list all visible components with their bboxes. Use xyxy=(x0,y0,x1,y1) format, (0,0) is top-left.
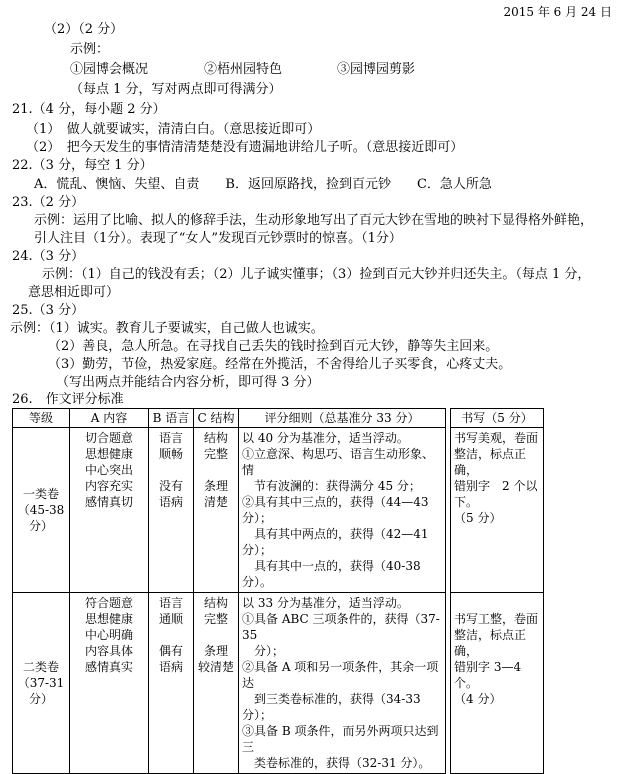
structure-cell xyxy=(194,428,239,593)
date: 2015 年 6 月 24 日 xyxy=(503,5,612,19)
language-line xyxy=(152,627,190,643)
writing-line: 整洁，标点正确， xyxy=(454,447,527,477)
q23-line-1: 示例：运用了比喻、拟人的修辞手法，生动形象地写出了百元大钞在雪地的映衬下显得格外鲜艳， xyxy=(34,213,594,228)
grade-cell xyxy=(13,428,70,593)
grade-range: （45-38 分） xyxy=(17,503,65,533)
writing-line: 错别字 2 个以 xyxy=(454,479,538,493)
structure-line: 较清楚 xyxy=(197,660,234,674)
q24-line-2: 意思相近即可） xyxy=(28,285,120,300)
writing-line: （5 分） xyxy=(454,511,502,525)
structure-cell xyxy=(194,593,239,774)
structure-line xyxy=(197,462,235,478)
structure-line xyxy=(197,627,235,643)
structure-line: 完整 xyxy=(203,612,228,626)
language-cell xyxy=(149,593,194,774)
header-grade: 等级 xyxy=(13,409,70,428)
detail-line: 节有波澜的：获得满分 45 分； xyxy=(242,479,421,493)
detail-line: ②具备 A 项和另一项条件，其余一项达 xyxy=(242,660,439,690)
content-line: 感情真切 xyxy=(84,495,133,509)
structure-line: 完整 xyxy=(203,447,228,461)
header-language: B 语言 xyxy=(149,409,194,428)
q20-option-3: ③园博园剪影 xyxy=(337,62,416,77)
language-line: 语言 xyxy=(158,431,183,445)
detail-line: ①具备 ABC 三项条件的，获得（37-35 xyxy=(242,612,440,642)
detail-cell xyxy=(239,593,446,774)
language-line: 通顺 xyxy=(158,612,183,626)
rubric-header-row xyxy=(13,409,544,428)
content-cell xyxy=(70,593,149,774)
q22-head: 22.（3 分，每空 1 分） xyxy=(12,158,153,173)
q21-item-1: （1） 做人就要诚实，清清白白。（意思接近即可） xyxy=(26,122,321,137)
header-content: A 内容 xyxy=(70,409,149,428)
rubric-row-class1 xyxy=(13,428,544,593)
header-writing: 书写（5 分） xyxy=(451,409,544,428)
detail-cell xyxy=(239,428,446,593)
writing-line: 书写美观，卷面 xyxy=(454,431,539,445)
q21-item-2: （2） 把今天发生的事情清清楚楚没有遗漏地讲给儿子听。（意思接近即可） xyxy=(26,140,464,155)
grade-cell xyxy=(13,593,70,774)
content-cell xyxy=(70,428,149,593)
writing-cell xyxy=(451,428,544,593)
content-line: 中心明确 xyxy=(84,628,133,642)
structure-line: 结构 xyxy=(203,596,228,610)
detail-line: 具有其中两点的，获得（42—41 分）； xyxy=(242,527,429,557)
structure-line: 结构 xyxy=(203,431,228,445)
detail-line: 具有其中一点的，获得（40-38 分）。 xyxy=(242,559,421,589)
q20-part2-head: （2）（2 分） xyxy=(44,22,124,37)
q20-option-1: ①园博会概况 xyxy=(70,62,149,77)
content-line: 感情真实 xyxy=(84,660,133,674)
writing-spacer xyxy=(454,595,540,611)
language-line: 语言 xyxy=(158,596,183,610)
q25-line-4: （写出两点并能结合内容分析，即可得 3 分） xyxy=(56,375,320,390)
q21-head: 21.（4 分，每小题 2 分） xyxy=(12,102,166,117)
header-structure: C 结构 xyxy=(194,409,239,428)
content-line: 思想健康 xyxy=(84,447,133,461)
detail-line: 分）； xyxy=(242,644,285,658)
content-line: 切合题意 xyxy=(84,431,133,445)
structure-line: 条理 xyxy=(203,479,228,493)
language-line: 顺畅 xyxy=(158,447,183,461)
rubric-row-class2 xyxy=(13,593,544,774)
detail-line: 类卷标准的，获得（32-31 分）。 xyxy=(242,756,431,770)
detail-line: 到三类卷标准的，获得（34-33 分）； xyxy=(242,692,421,722)
grade-name: 一类卷 xyxy=(22,487,59,501)
writing-line: 整洁，标点正确， xyxy=(454,628,527,658)
q22-answer: A．慌乱、懊恼、失望、自责 B．返回原路找，捡到百元钞 C．急人所急 xyxy=(34,177,492,192)
detail-line: 以 40 分为基准分，适当浮动。 xyxy=(242,431,409,445)
writing-line: （4 分） xyxy=(454,692,502,706)
detail-line: ①立意深、构思巧、语言生动形象、情 xyxy=(242,447,435,477)
structure-line: 条理 xyxy=(203,644,228,658)
content-line: 内容具体 xyxy=(84,644,133,658)
q20-note: （每点 1 分，写对两点即可得满分） xyxy=(70,82,282,97)
language-cell xyxy=(149,428,194,593)
q20-example-label: 示例： xyxy=(70,42,110,57)
q26-head: 26. 作文评分标准 xyxy=(12,392,124,407)
detail-line: 以 33 分为基准分，适当浮动。 xyxy=(242,596,409,610)
writing-line: 错别字 3—4 个。 xyxy=(454,660,522,690)
content-line: 符合题意 xyxy=(84,596,133,610)
grade-range: （37-31 分） xyxy=(17,676,65,706)
detail-line: ②具有其中三点的，获得（44—43 分）； xyxy=(242,495,429,525)
writing-line: 下。 xyxy=(454,495,479,509)
language-line xyxy=(152,462,190,478)
q25-line-1: 示例：（1）诚实。教育儿子要诚实，自己做人也诚实。 xyxy=(10,321,324,336)
language-line: 偶有 xyxy=(158,644,183,658)
structure-line: 清楚 xyxy=(203,495,228,509)
language-line: 语病 xyxy=(158,660,183,674)
content-line: 中心突出 xyxy=(84,463,133,477)
language-line: 没有 xyxy=(158,479,183,493)
grade-name: 二类卷 xyxy=(22,660,59,674)
writing-line: 书写工整，卷面 xyxy=(454,612,539,626)
q25-line-3: （3）勤劳，节俭，热爱家庭。经常在外揽活，不舍得给儿子买零食，心疼丈夫。 xyxy=(48,357,512,372)
essay-rubric-table xyxy=(12,408,544,774)
writing-cell xyxy=(451,593,544,774)
q24-head: 24.（3 分） xyxy=(12,249,85,264)
detail-line: ③具备 B 项条件，而另外两项只达到三 xyxy=(242,724,439,754)
q23-line-2: 引人注目（1分）。表现了“女人”发现百元钞票时的惊喜。（1分） xyxy=(34,231,402,246)
q23-head: 23.（2 分） xyxy=(12,195,85,210)
content-line: 内容充实 xyxy=(84,479,133,493)
q25-head: 25.（3 分） xyxy=(12,303,85,318)
q25-line-2: （2）善良，急人所急。在寻找自己丢失的钱时捡到百元大钞，静等失主回来。 xyxy=(48,339,499,354)
language-line: 语病 xyxy=(158,495,183,509)
q20-option-2: ②梧州园特色 xyxy=(204,62,283,77)
content-line: 思想健康 xyxy=(84,612,133,626)
header-detail: 评分细则（总基准分 33 分） xyxy=(239,409,446,428)
q24-line-1: 示例：（1）自己的钱没有丢；（2）儿子诚实懂事；（3）捡到百元大钞并归还失主。（每点 1 分， xyxy=(42,267,591,282)
